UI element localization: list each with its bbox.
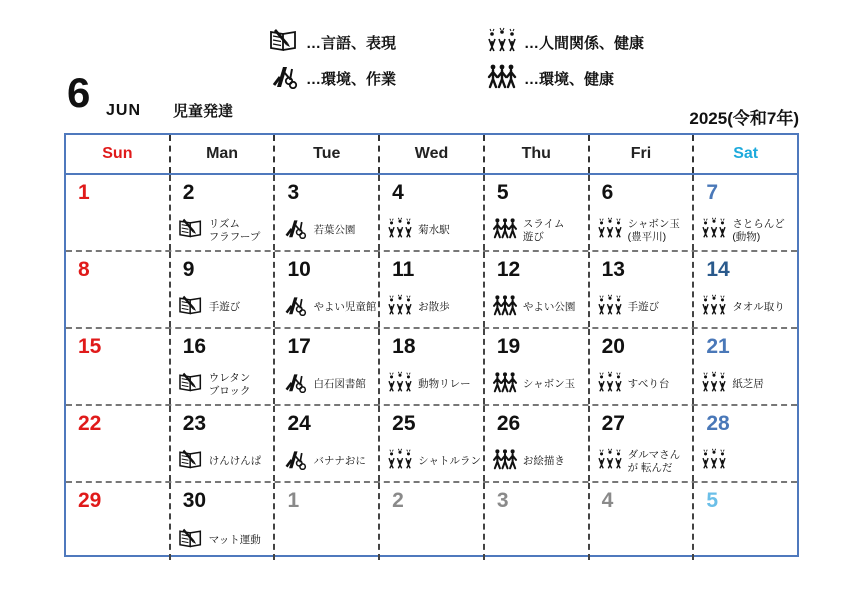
day-number: 3 [287, 181, 300, 204]
day-number: 2 [392, 489, 404, 512]
day-number: 5 [496, 181, 509, 204]
day-number: 6 [601, 181, 614, 204]
day-number: 28 [706, 412, 730, 435]
day-number: 14 [706, 258, 730, 281]
day-number: 26 [496, 412, 521, 435]
activity [386, 294, 450, 321]
day-cell[interactable] [694, 329, 797, 404]
activity-label: ダルマさん が 転んだ [627, 449, 681, 474]
day-cell[interactable] [171, 175, 276, 250]
day-cell[interactable] [485, 483, 590, 560]
day-cell[interactable] [590, 329, 695, 404]
day-number: 11 [392, 258, 415, 281]
book-pencil-icon [177, 217, 205, 244]
tools-icon [281, 448, 309, 475]
day-cell[interactable] [275, 252, 380, 327]
weekday-sun: Sun [66, 135, 171, 173]
day-number: 9 [182, 258, 195, 281]
day-cell[interactable] [380, 483, 485, 560]
legend-item-environment-work [268, 63, 396, 93]
activity [491, 371, 575, 398]
activity-label: お散歩 [418, 301, 450, 314]
legend-text: …言語、表現 [306, 34, 397, 52]
day-number: 20 [601, 335, 625, 358]
people-cheer-icon [386, 294, 414, 321]
weekday-thu: Thu [485, 135, 590, 173]
people-cheer-icon [596, 294, 624, 321]
weekday-man: Man [171, 135, 276, 173]
day-number: 18 [392, 335, 416, 358]
activity-label: やよい児童館 [313, 301, 377, 314]
activity-label: さとらんど (動物) [732, 218, 785, 243]
people-walking-icon [491, 448, 519, 475]
activity [596, 294, 660, 321]
week-row [66, 483, 797, 560]
activity-label: シャボン玉 [522, 378, 576, 391]
day-cell[interactable] [66, 406, 171, 481]
activity-label: リズム フラフープ [208, 218, 261, 243]
day-cell[interactable] [275, 329, 380, 404]
people-cheer-icon [700, 217, 728, 244]
activity [177, 448, 262, 475]
people-walking-icon [486, 63, 518, 93]
activity-label: 白石図書館 [313, 378, 366, 391]
legend-text: …人間関係、健康 [524, 34, 645, 52]
day-cell[interactable] [694, 406, 797, 481]
day-number: 29 [78, 489, 102, 512]
activity-label: タオル取り [732, 301, 785, 314]
day-number: 5 [706, 489, 718, 512]
day-cell[interactable] [694, 252, 797, 327]
day-number: 24 [287, 412, 311, 435]
week-row [66, 329, 797, 406]
people-cheer-icon [386, 371, 414, 398]
day-number: 4 [601, 489, 614, 512]
activity [177, 527, 261, 554]
week-row [66, 175, 797, 252]
activity [386, 217, 450, 244]
people-walking-icon [491, 294, 519, 321]
day-cell[interactable] [380, 252, 485, 327]
activity [700, 294, 785, 321]
day-cell[interactable] [485, 252, 590, 327]
weekday-header [66, 135, 797, 175]
activity [596, 371, 670, 398]
day-number: 17 [287, 335, 311, 358]
activity-label: 若葉公園 [313, 224, 356, 237]
day-cell[interactable] [485, 175, 590, 250]
activity [177, 371, 251, 398]
activity-label: 菊水駅 [418, 224, 450, 237]
legend-text: …環境、作業 [306, 70, 397, 88]
activity-label: シャボン玉 (豊平川) [627, 218, 680, 243]
day-cell[interactable] [590, 406, 695, 481]
activity [596, 448, 681, 475]
people-cheer-icon [486, 27, 518, 57]
activity-label: 手遊び [208, 301, 241, 314]
tools-icon [281, 217, 309, 244]
activity [386, 371, 471, 398]
day-number: 22 [78, 412, 102, 435]
day-number: 27 [601, 412, 625, 435]
day-cell[interactable] [590, 175, 695, 250]
legend-item-language [268, 27, 396, 57]
day-number: 16 [182, 335, 207, 358]
legend-item-environment-health [486, 63, 614, 93]
calendar-grid [64, 133, 799, 557]
activity [700, 371, 764, 398]
day-cell[interactable] [694, 483, 797, 560]
activity [177, 217, 261, 244]
activity [700, 448, 728, 475]
people-cheer-icon [700, 448, 728, 475]
day-cell[interactable] [171, 406, 276, 481]
day-cell[interactable] [380, 175, 485, 250]
book-pencil-icon [177, 448, 205, 475]
tools-icon [281, 371, 309, 398]
activity-label: バナナおに [313, 455, 366, 468]
activity-label: 手遊び [627, 301, 660, 314]
day-number: 4 [392, 181, 404, 204]
day-number: 13 [601, 258, 625, 281]
day-number: 7 [706, 181, 718, 204]
weekday-fri: Fri [590, 135, 695, 173]
activity-label: お絵描き [522, 455, 565, 468]
day-cell[interactable] [275, 175, 380, 250]
book-pencil-icon [177, 294, 205, 321]
day-cell[interactable] [171, 483, 276, 560]
activity-label: マット運動 [208, 534, 261, 547]
day-cell[interactable] [694, 175, 797, 250]
day-number: 1 [287, 489, 300, 512]
tools-icon [268, 63, 300, 93]
tools-icon [281, 294, 309, 321]
day-cell[interactable] [485, 406, 590, 481]
day-cell[interactable] [380, 406, 485, 481]
year-label: 2025(令和7年) [689, 109, 799, 128]
day-cell[interactable] [66, 483, 171, 560]
activity [281, 217, 355, 244]
day-cell[interactable] [171, 329, 276, 404]
people-cheer-icon [596, 217, 624, 244]
activity-label: 動物リレー [418, 378, 471, 391]
people-walking-icon [491, 371, 519, 398]
day-cell[interactable] [590, 483, 695, 560]
activity-label: ウレタン ブロック [208, 372, 251, 397]
activity-label: けんけんぱ [208, 455, 262, 468]
day-number: 8 [78, 258, 90, 281]
day-cell[interactable] [590, 252, 695, 327]
activity [491, 294, 576, 321]
day-number: 2 [182, 181, 195, 204]
day-number: 15 [78, 335, 102, 358]
day-cell[interactable] [485, 329, 590, 404]
day-number: 3 [496, 489, 509, 512]
activity [386, 448, 481, 475]
day-cell[interactable] [171, 252, 276, 327]
activity-label: すべり台 [627, 378, 670, 391]
day-number: 1 [78, 181, 90, 204]
week-row [66, 252, 797, 329]
day-cell[interactable] [66, 329, 171, 404]
book-pencil-icon [268, 27, 300, 57]
day-number: 10 [287, 258, 311, 281]
day-number: 25 [392, 412, 416, 435]
day-cell[interactable] [66, 175, 171, 250]
month-number: 6 [67, 69, 91, 116]
weekday-tue: Tue [275, 135, 380, 173]
activity-label: シャトルラン [418, 455, 481, 468]
weekday-wed: Wed [380, 135, 485, 173]
legend-item-relations [486, 27, 644, 57]
day-number: 21 [706, 335, 730, 358]
day-cell[interactable] [66, 252, 171, 327]
people-walking-icon [491, 217, 519, 244]
day-cell[interactable] [275, 406, 380, 481]
day-number: 30 [182, 489, 207, 512]
book-pencil-icon [177, 527, 205, 554]
activity [177, 294, 241, 321]
month-name: JUN [106, 102, 142, 119]
people-cheer-icon [700, 294, 728, 321]
activity-label: やよい公園 [522, 301, 576, 314]
activity [596, 217, 680, 244]
day-number: 19 [496, 335, 521, 358]
activity [281, 294, 376, 321]
day-number: 12 [496, 258, 521, 281]
book-pencil-icon [177, 371, 205, 398]
activity [491, 217, 565, 244]
day-number: 23 [182, 412, 207, 435]
people-cheer-icon [700, 371, 728, 398]
day-cell[interactable] [380, 329, 485, 404]
activity [700, 217, 785, 244]
people-cheer-icon [596, 448, 624, 475]
activity-label: スライム 遊び [522, 218, 565, 243]
calendar-theme: 児童発達 [173, 103, 234, 120]
people-cheer-icon [596, 371, 624, 398]
week-row [66, 406, 797, 483]
weekday-sat: Sat [733, 145, 759, 162]
activity-label: 紙芝居 [732, 378, 764, 391]
activity [281, 371, 366, 398]
activity [491, 448, 565, 475]
activity [281, 448, 366, 475]
people-cheer-icon [386, 448, 414, 475]
people-cheer-icon [386, 217, 414, 244]
day-cell[interactable] [275, 483, 380, 560]
legend-text: …環境、健康 [524, 70, 615, 88]
